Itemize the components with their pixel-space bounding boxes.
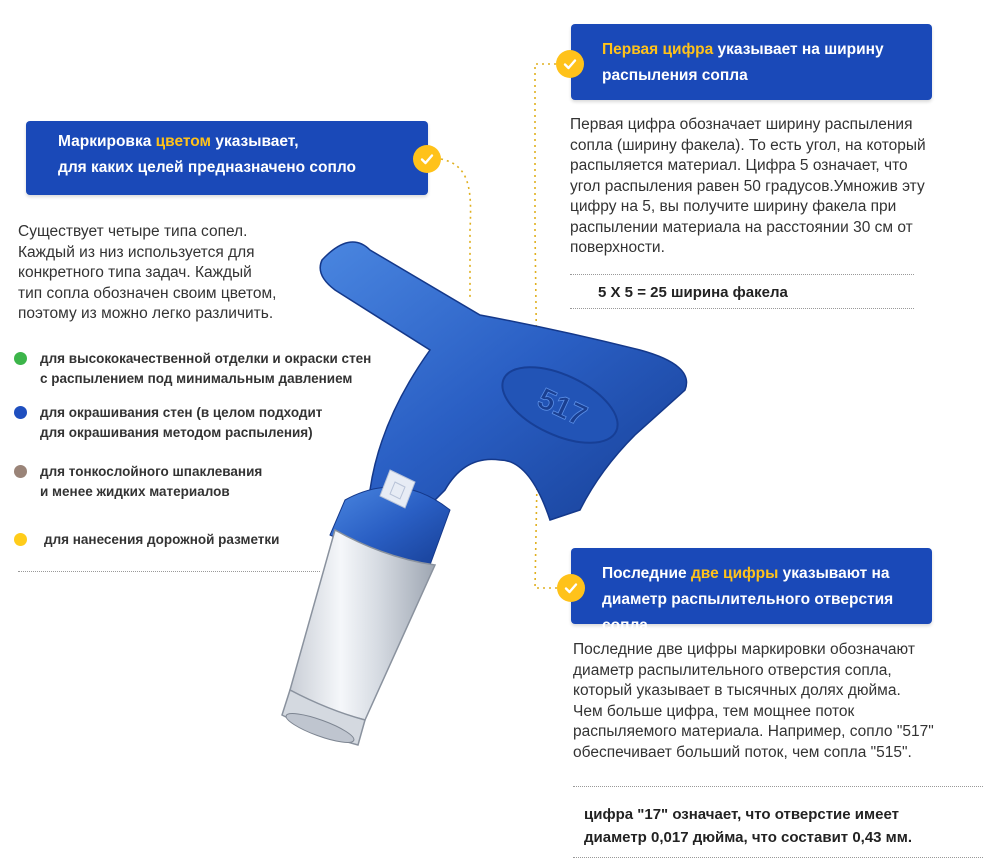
yellow-dot-icon [14,533,27,546]
last-digits-box-line2: диаметр распылительного отверстия сопла [602,591,894,634]
last-digits-paragraph: Последние две цифры маркировки обозначают диаметр распылительного отверстия сопла, который указывает в тысячных долях дюйма. Чем больше цифра, тем мощнее поток распыляемого материала. Например, сопло "517" обеспечивает больший поток, чем сопла "515". [573,641,934,761]
legend-item-yellow: для нанесения дорожной разметки [14,530,279,550]
tip-marking: 517 [532,382,592,434]
spray-width-formula: 5 X 5 = 25 ширина факела [598,284,788,301]
legend-item-blue: для окрашивания стен (в целом подходит для окрашивания методом распыления) [14,403,322,443]
conclusion-text: цифра "17" означает, что отверстие имеет диаметр 0,017 дюйма, что составит 0,43 мм. [584,806,913,846]
last-digits-highlight: две цифры [690,565,779,582]
legend-item-brown: для тонкослойного шпаклевания и менее жидких материалов [14,462,262,502]
spray-tip-illustration [230,220,700,760]
legend-item-green: для высококачественной отделки и окраски стен с распылением под минимальным давлением [14,349,371,389]
first-digit-paragraph: Первая цифра обозначает ширину распыления сопла (ширину факела). То есть угол, на который распыляется материал. Цифра 5 означает, что угол распыления равен 50 градусов.Умножив эту цифру на 5, вы получите ширину факела при распылении материала на расстоянии 30 см от поверхности. [570,116,926,256]
color-marking-box-line2: для каких целей предназначено сопло [58,159,356,176]
green-dot-icon [14,352,27,365]
last-digits-box-line1: Последние две цифры указывают на [602,565,890,582]
first-digit-box-line2: распыления сопла [602,67,748,84]
first-digit-box-line1: Первая цифра указывает на ширину [602,41,884,58]
color-highlight: цветом [155,133,212,150]
nozzle-types-paragraph: Существует четыре типа сопел. Каждый из низ используется для конкретного типа задач. Каждый тип сопла обозначен своим цветом, поэтому из можно легко различить. [18,223,277,322]
conclusion-divider-top [573,786,983,787]
blue-dot-icon [14,406,27,419]
brown-dot-icon [14,465,27,478]
first-digit-highlight: Первая цифра [602,41,714,58]
color-marking-box-line1: Маркировка цветом указывает, [58,133,299,150]
conclusion-divider-bottom [573,857,983,858]
